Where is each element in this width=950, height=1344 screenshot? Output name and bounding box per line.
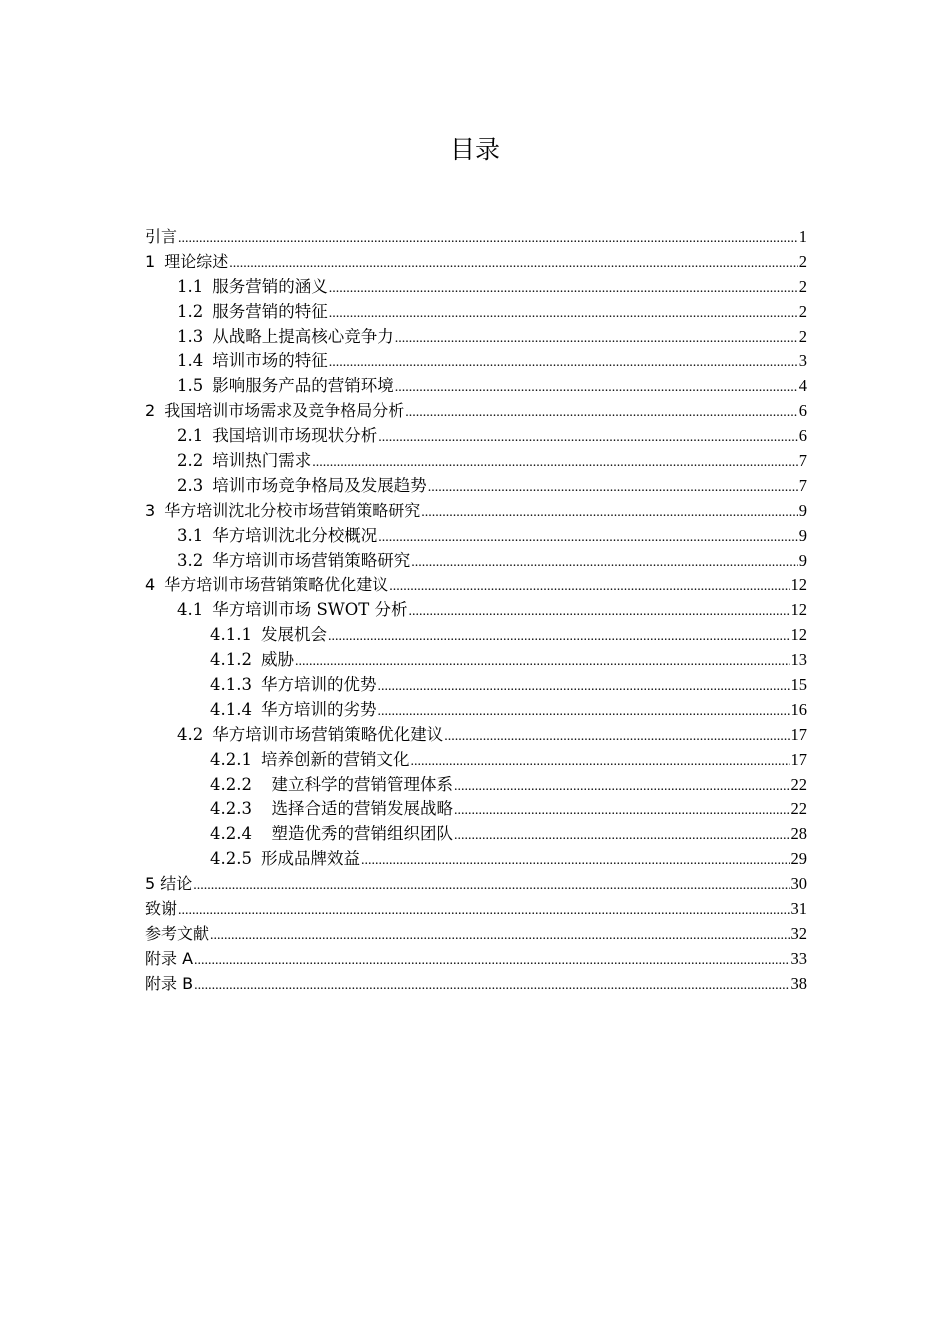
toc-entry[interactable] — [145, 872, 807, 897]
toc-entry[interactable] — [145, 449, 807, 474]
toc-entry-number: 3 — [145, 500, 156, 520]
toc-entry-label: 理论综述 — [164, 251, 229, 271]
toc-entry-page-number: 38 — [790, 973, 807, 993]
toc-dot-leader — [409, 600, 790, 625]
toc-entry-label: 建立科学的营销管理体系 — [260, 774, 453, 794]
toc-entry-number: 4 — [145, 575, 156, 595]
toc-entry-page-number: 17 — [790, 724, 807, 744]
toc-entry-label: 发展机会 — [260, 625, 327, 645]
toc-dot-leader — [444, 725, 789, 750]
toc-entry-number: 4.2 — [177, 724, 204, 744]
toc-entry-label: 我国培训市场需求及竞争格局分析 — [164, 401, 405, 421]
toc-entry-number: 4.2.5 — [210, 849, 252, 869]
toc-entry-label: 我国培训市场现状分析 — [212, 426, 378, 446]
toc-entry-page-number: 9 — [798, 500, 807, 520]
toc-entry-label: 服务营销的涵义 — [212, 276, 328, 296]
toc-entry[interactable] — [145, 325, 807, 350]
toc-entry-page-number: 22 — [790, 774, 807, 794]
toc-entry-page-number: 9 — [798, 550, 807, 570]
toc-entry-label: 5 结论 — [145, 874, 193, 894]
toc-entry-page-number: 1 — [798, 227, 807, 246]
toc-entry-label: 附录 B — [145, 973, 194, 993]
toc-entry-label: 培训热门需求 — [212, 451, 312, 471]
toc-dot-leader — [377, 700, 789, 725]
toc-entry-page-number: 12 — [790, 625, 807, 645]
toc-entry-page-number: 4 — [798, 376, 807, 396]
toc-entry-page-number: 3 — [798, 351, 807, 371]
toc-dot-leader — [377, 675, 789, 700]
toc-entry-number: 4.1.1 — [210, 625, 252, 645]
toc-dot-leader — [378, 426, 798, 451]
toc-entry-number: 2.3 — [177, 475, 204, 495]
toc-entry-label: 华方培训沈北分校市场营销策略研究 — [164, 500, 421, 520]
toc-dot-leader — [329, 277, 798, 302]
toc-entry-page-number: 33 — [790, 948, 807, 968]
toc-entry-page-number: 2 — [798, 251, 807, 271]
toc-entry[interactable] — [145, 474, 807, 499]
toc-entry[interactable] — [145, 424, 807, 449]
toc-entry[interactable] — [145, 897, 807, 922]
toc-entry-page-number: 6 — [798, 401, 807, 421]
toc-dot-leader — [178, 899, 789, 924]
toc-entry-page-number: 12 — [790, 600, 807, 620]
toc-entry-page-number: 7 — [798, 475, 807, 495]
toc-entry-number: 4.2.1 — [210, 749, 252, 769]
toc-entry[interactable] — [145, 723, 807, 748]
toc-entry[interactable] — [145, 922, 807, 947]
toc-dot-leader — [312, 451, 798, 476]
toc-entry-label: 培养创新的营销文化 — [260, 749, 410, 769]
toc-entry-page-number: 15 — [790, 675, 807, 695]
toc-entry-page-number: 31 — [790, 899, 807, 919]
toc-dot-leader — [454, 824, 790, 849]
toc-entry-number: 4.1.3 — [210, 675, 252, 695]
toc-dot-leader — [361, 849, 790, 874]
toc-dot-leader — [328, 625, 790, 650]
toc-entry-number: 1.1 — [177, 276, 204, 296]
toc-entry[interactable] — [145, 250, 807, 275]
toc-entry[interactable] — [145, 847, 807, 872]
toc-entry-number: 4.1 — [177, 600, 204, 620]
toc-entry-number: 4.1.4 — [210, 699, 252, 719]
toc-dot-leader — [395, 376, 798, 401]
toc-entry-number: 4.1.2 — [210, 650, 252, 670]
toc-entry-label: 华方培训市场营销策略研究 — [212, 550, 411, 570]
toc-entry-number: 4.2.2 — [210, 774, 252, 794]
toc-entry-number: 4.2.4 — [210, 824, 252, 844]
toc-entry[interactable] — [145, 748, 807, 773]
toc-dot-leader — [178, 227, 798, 252]
toc-dot-leader — [193, 874, 789, 899]
toc-entry-number: 2.1 — [177, 426, 204, 446]
toc-entry-page-number: 2 — [798, 276, 807, 296]
toc-entry[interactable] — [145, 524, 807, 549]
toc-entry-page-number: 32 — [790, 923, 807, 943]
toc-entry[interactable] — [145, 349, 807, 374]
toc-dot-leader — [329, 351, 798, 376]
toc-entry[interactable] — [145, 598, 807, 623]
toc-entry-label: 影响服务产品的营销环境 — [212, 376, 394, 396]
toc-entry-page-number: 30 — [790, 874, 807, 894]
toc-entry[interactable] — [145, 499, 807, 524]
toc-dot-leader — [454, 775, 790, 800]
toc-dot-leader — [395, 327, 798, 352]
toc-entry[interactable] — [145, 225, 807, 250]
toc-dot-leader — [378, 526, 798, 551]
toc-entry-label: 塑造优秀的营销组织团队 — [260, 824, 453, 844]
toc-entry-label: 华方培训市场 SWOT 分析 — [212, 600, 408, 620]
table-of-contents — [145, 225, 807, 997]
toc-dot-leader — [421, 501, 798, 526]
toc-entry-page-number: 29 — [790, 849, 807, 869]
toc-entry[interactable] — [145, 673, 807, 698]
toc-entry[interactable] — [145, 275, 807, 300]
page-title: 目录 — [449, 135, 500, 164]
toc-entry-page-number: 13 — [790, 650, 807, 670]
toc-entry-page-number: 2 — [798, 326, 807, 346]
toc-entry[interactable] — [145, 822, 807, 847]
toc-entry-label: 形成品牌效益 — [260, 849, 360, 869]
toc-entry-page-number: 16 — [790, 699, 807, 719]
toc-entry-label: 引言 — [145, 227, 178, 246]
toc-entry-label: 华方培训的优势 — [260, 675, 377, 695]
toc-entry[interactable] — [145, 773, 807, 798]
toc-entry-page-number: 9 — [798, 525, 807, 545]
toc-entry-number: 1 — [145, 251, 156, 271]
toc-entry[interactable] — [145, 573, 807, 598]
toc-entry-page-number: 17 — [790, 749, 807, 769]
toc-entry[interactable] — [145, 648, 807, 673]
toc-entry-label: 服务营销的特征 — [212, 301, 328, 321]
toc-entry-label: 威胁 — [260, 650, 294, 670]
toc-dot-leader — [428, 476, 798, 501]
toc-dot-leader — [210, 924, 789, 949]
toc-entry-number: 4.2.3 — [210, 799, 252, 819]
toc-entry-label: 参考文献 — [145, 923, 210, 943]
toc-dot-leader — [329, 302, 798, 327]
toc-entry-number: 2 — [145, 401, 156, 421]
toc-entry-page-number: 2 — [798, 301, 807, 321]
toc-entry[interactable] — [145, 797, 807, 822]
toc-dot-leader — [454, 799, 790, 824]
toc-entry[interactable] — [145, 623, 807, 648]
toc-entry-label: 华方培训市场营销策略优化建议 — [212, 724, 444, 744]
toc-entry-label: 从战略上提高核心竞争力 — [212, 326, 394, 346]
toc-entry[interactable] — [145, 374, 807, 399]
toc-entry-label: 培训市场竞争格局及发展趋势 — [212, 475, 427, 495]
toc-entry[interactable] — [145, 549, 807, 574]
toc-dot-leader — [295, 650, 790, 675]
toc-dot-leader — [194, 949, 789, 974]
toc-entry[interactable] — [145, 972, 807, 997]
toc-dot-leader — [229, 252, 798, 277]
toc-entry-page-number: 12 — [790, 575, 807, 595]
toc-entry-page-number: 22 — [790, 799, 807, 819]
toc-entry-number: 3.1 — [177, 525, 204, 545]
toc-entry[interactable] — [145, 698, 807, 723]
toc-entry-label: 华方培训的劣势 — [260, 699, 377, 719]
toc-entry-number: 3.2 — [177, 550, 204, 570]
toc-dot-leader — [411, 551, 798, 576]
toc-dot-leader — [389, 575, 789, 600]
toc-entry-number: 1.4 — [177, 351, 204, 371]
toc-entry-label: 致谢 — [145, 899, 178, 919]
toc-dot-leader — [410, 750, 789, 775]
toc-entry-number: 1.2 — [177, 301, 204, 321]
toc-entry[interactable] — [145, 399, 807, 424]
toc-dot-leader — [194, 974, 789, 999]
toc-entry-page-number: 6 — [798, 426, 807, 446]
toc-entry-number: 2.2 — [177, 451, 204, 471]
toc-entry-page-number: 7 — [798, 451, 807, 471]
toc-entry-label: 华方培训沈北分校概况 — [212, 525, 378, 545]
toc-entry-label: 华方培训市场营销策略优化建议 — [164, 575, 389, 595]
toc-entry-number: 1.5 — [177, 376, 204, 396]
toc-entry-label: 培训市场的特征 — [212, 351, 328, 371]
toc-entry-label: 选择合适的营销发展战略 — [260, 799, 453, 819]
toc-entry-label: 附录 A — [145, 948, 194, 968]
toc-dot-leader — [405, 401, 798, 426]
toc-entry-number: 1.3 — [177, 326, 204, 346]
toc-entry-page-number: 28 — [790, 824, 807, 844]
toc-entry[interactable] — [145, 947, 807, 972]
toc-entry[interactable] — [145, 300, 807, 325]
